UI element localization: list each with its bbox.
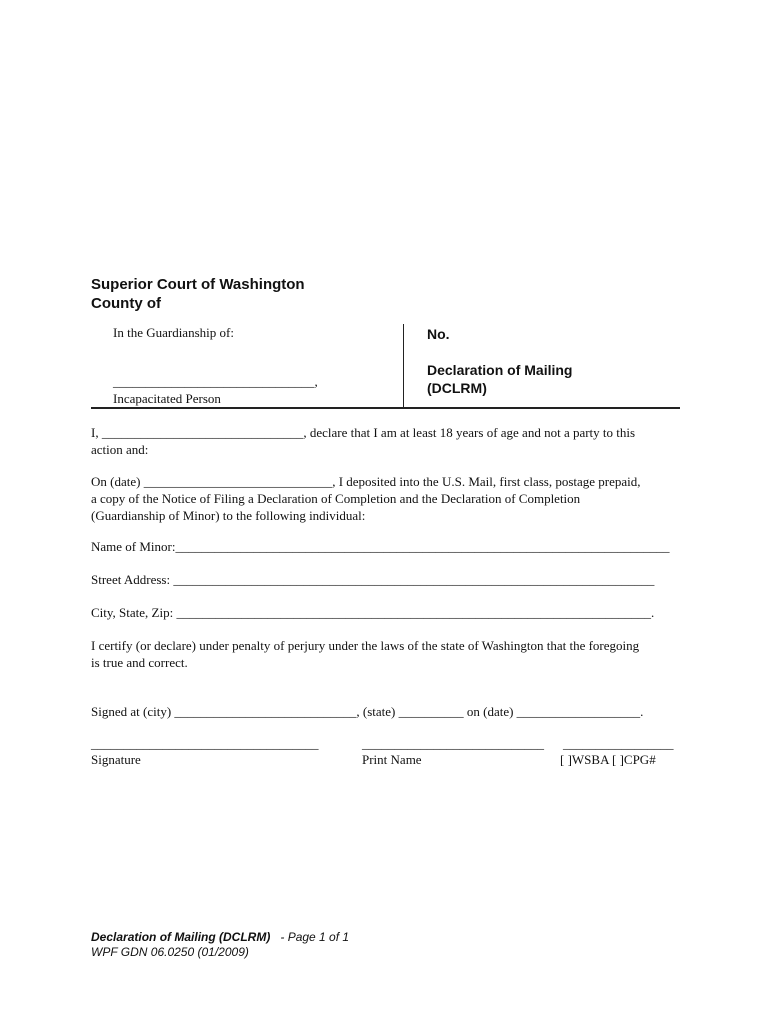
print-name-label: Print Name [362,752,422,767]
certification-line2: is true and correct. [91,655,188,670]
caption-divider-vertical [403,324,404,408]
county-label: County of [91,295,161,312]
certification-line1: I certify (or declare) under penalty of perjury under the laws of the state of Washington that the foregoing [91,638,640,653]
footer-title-row [91,930,349,945]
declarant-line: I, _______________________________, declare that I am at least 18 years of age and not a party to this [91,425,636,440]
print-name-line: ____________________________ [362,736,544,751]
guardianship-label: In the Guardianship of: [113,325,234,340]
caption-divider-horizontal [91,407,680,409]
bar-number-line: _________________ [563,736,674,751]
mailing-statement-line1: On (date) _____________________________, I deposited into the U.S. Mail, first class, postage prepaid, [91,474,641,489]
case-number-label: No. [427,326,450,342]
mailing-statement-line3: (Guardianship of Minor) to the following individual: [91,508,366,523]
document-code: (DCLRM) [427,380,487,396]
bar-number-label: [ ]WSBA [ ]CPG# [560,752,656,767]
court-name: Superior Court of Washington [91,276,305,293]
footer-page: - Page 1 of 1 [280,930,350,944]
signature-label: Signature [91,752,141,767]
footer-form-number: WPF GDN 06.0250 (01/2009) [91,945,249,959]
minor-name-field: Name of Minor:____________________________________________________________________________ [91,539,670,554]
mailing-statement-line2: a copy of the Notice of Filing a Declaration of Completion and the Declaration of Completion [91,491,581,506]
street-address-field: Street Address: __________________________________________________________________________ [91,572,655,587]
footer-title: Declaration of Mailing (DCLRM) [91,930,271,944]
declarant-line-cont: action and: [91,442,149,457]
signed-at-line: Signed at (city) ____________________________, (state) __________ on (date) ___________________. [91,704,644,719]
incapacitated-person-label: Incapacitated Person [113,391,221,406]
city-state-zip-field: City, State, Zip: _________________________________________________________________________. [91,605,655,620]
signature-line: ___________________________________ [91,736,319,751]
incapacitated-name-blank: _______________________________, [113,374,318,389]
document-title: Declaration of Mailing [427,362,573,378]
